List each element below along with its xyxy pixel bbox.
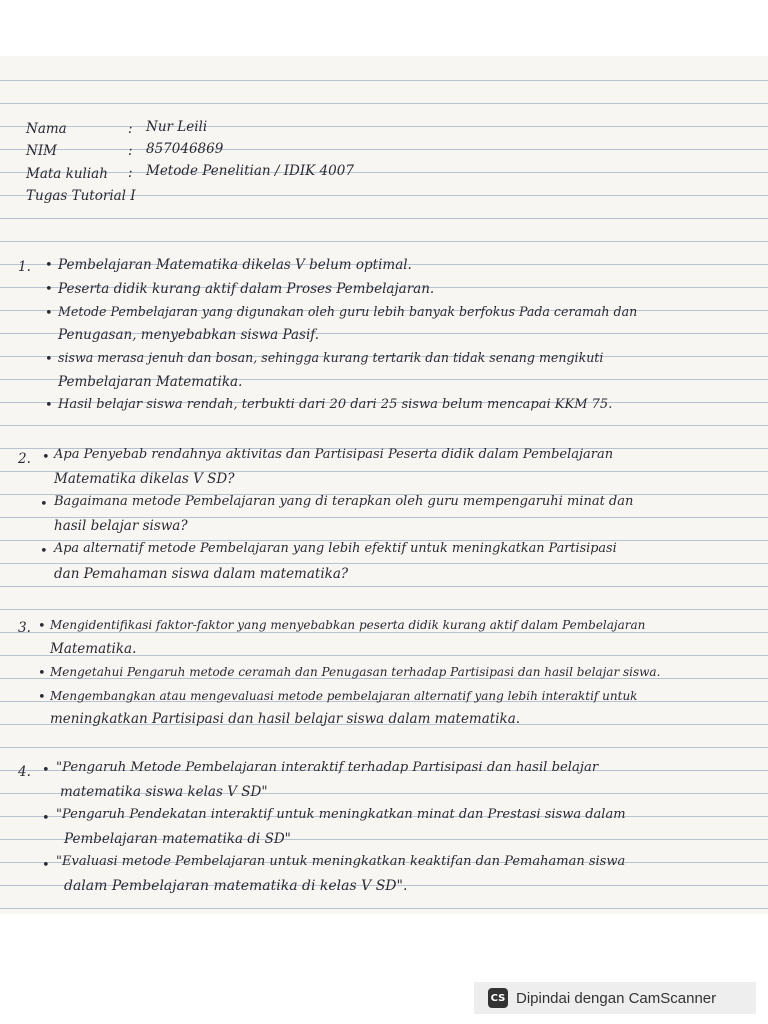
bullet-dot: •: [45, 398, 53, 413]
bullet-dot: •: [42, 450, 50, 465]
bullet-dot: •: [45, 352, 53, 367]
bullet-dot: •: [45, 282, 53, 297]
s4-line-3: "Pengaruh Pendekatan interaktif untuk meningkatkan minat dan Prestasi siswa dalam: [56, 807, 626, 822]
s1-line-4: Penugasan, menyebabkan siswa Pasif.: [58, 327, 320, 343]
s4-line-5: "Evaluasi metode Pembelajaran untuk meningkatkan keaktifan dan Pemahaman siswa: [56, 854, 626, 869]
section-3-number: 3.: [18, 620, 31, 636]
s2-line-3: Bagaimana metode Pembelajaran yang di terapkan oleh guru mempengaruhi minat dan: [54, 494, 634, 509]
s2-line-5: Apa alternatif metode Pembelajaran yang lebih efektif untuk meningkatkan Partisipasi: [54, 541, 617, 556]
s1-line-2: Peserta didik kurang aktif dalam Proses Pembelajaran.: [58, 281, 435, 297]
s1-line-6: Pembelajaran Matematika.: [58, 374, 243, 390]
section-2-number: 2.: [18, 451, 31, 467]
bullet-dot: •: [40, 497, 48, 512]
s1-line-1: Pembelajaran Matematika dikelas V belum optimal.: [58, 257, 412, 273]
s3-line-5: meningkatkan Partisipasi dan hasil belajar siswa dalam matematika.: [50, 711, 521, 727]
nama-label: Nama: [26, 121, 67, 137]
s4-line-2: matematika siswa kelas V SD": [60, 784, 268, 800]
s1-line-7: Hasil belajar siswa rendah, terbukti dari 20 dari 25 siswa belum mencapai KKM 75.: [58, 397, 613, 412]
s3-line-1: Mengidentifikasi faktor-faktor yang menyebabkan peserta didik kurang aktif dalam Pembelajaran: [50, 618, 646, 632]
matkul-colon: :: [128, 165, 133, 181]
section-1-number: 1.: [18, 259, 31, 275]
camscanner-text: Dipindai dengan CamScanner: [516, 989, 717, 1007]
nim-label: NIM: [26, 143, 57, 159]
camscanner-watermark: [474, 982, 756, 1014]
bullet-dot: •: [40, 544, 48, 559]
bullet-dot: •: [42, 858, 50, 873]
nama-value: Nur Leili: [146, 119, 208, 135]
s2-line-2: Matematika dikelas V SD?: [54, 471, 235, 487]
bullet-dot: •: [45, 258, 53, 273]
notebook-page: [0, 56, 768, 914]
s2-line-1: Apa Penyebab rendahnya aktivitas dan Partisipasi Peserta didik dalam Pembelajaran: [54, 447, 614, 462]
bullet-dot: •: [42, 811, 50, 826]
s1-line-5: siswa merasa jenuh dan bosan, sehingga kurang tertarik dan tidak senang mengikuti: [58, 350, 604, 365]
s2-line-4: hasil belajar siswa?: [54, 518, 188, 534]
bullet-dot: •: [45, 306, 53, 321]
s3-line-2: Matematika.: [50, 641, 137, 657]
s4-line-1: "Pengaruh Metode Pembelajaran interaktif terhadap Partisipasi dan hasil belajar: [56, 760, 599, 775]
section-4-number: 4.: [18, 764, 31, 780]
s1-line-3: Metode Pembelajaran yang digunakan oleh guru lebih banyak berfokus Pada ceramah dan: [58, 304, 638, 319]
nim-colon: :: [128, 143, 133, 159]
matkul-label: Mata kuliah: [26, 166, 108, 182]
bullet-dot: •: [38, 619, 46, 634]
tugas-title: Tugas Tutorial I: [26, 188, 136, 204]
bullet-dot: •: [42, 763, 50, 778]
nama-colon: :: [128, 121, 133, 137]
bullet-dot: •: [38, 690, 46, 705]
s2-line-6: dan Pemahaman siswa dalam matematika?: [54, 566, 349, 582]
camscanner-logo-icon: CS: [488, 988, 508, 1008]
s4-line-4: Pembelajaran matematika di SD": [64, 831, 291, 847]
matkul-value: Metode Penelitian / IDIK 4007: [146, 163, 354, 179]
nim-value: 857046869: [146, 141, 224, 157]
s3-line-4: Mengembangkan atau mengevaluasi metode pembelajaran alternatif yang lebih interaktif untuk: [50, 689, 638, 703]
s3-line-3: Mengetahui Pengaruh metode ceramah dan Penugasan terhadap Partisipasi dan hasil belajar siswa.: [50, 665, 661, 679]
bullet-dot: •: [38, 666, 46, 681]
s4-line-6: dalam Pembelajaran matematika di kelas V SD".: [64, 878, 408, 894]
